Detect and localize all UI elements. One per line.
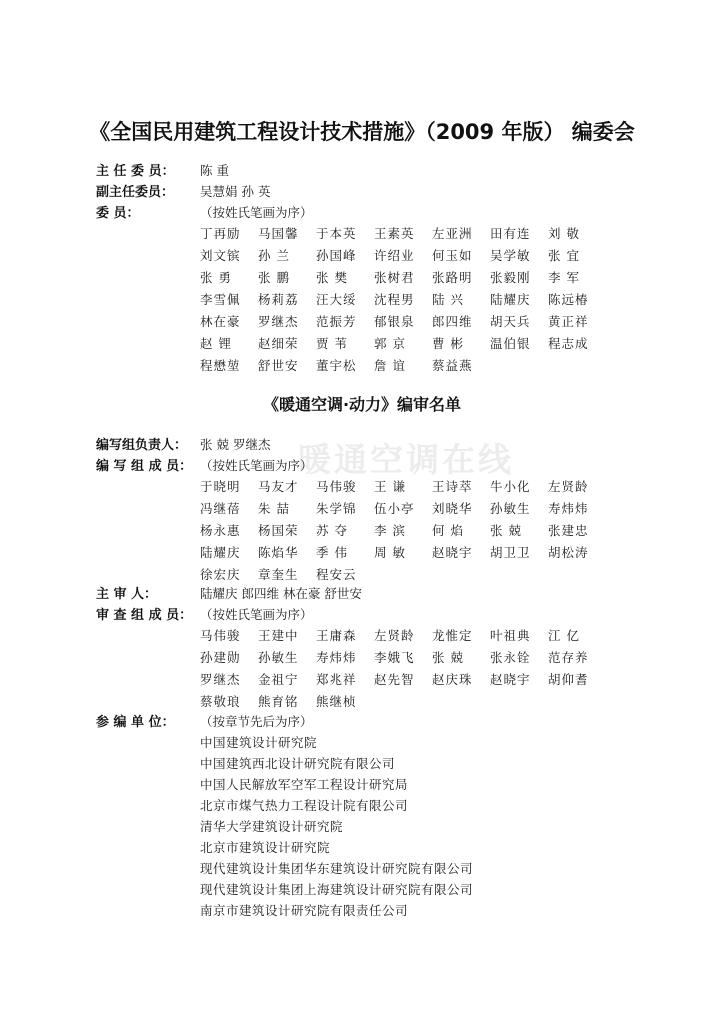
person-name: 温伯银 xyxy=(490,336,531,351)
review-group-label: 审 查 组 成 员： xyxy=(96,608,193,623)
watermark: 暖通空调在线 xyxy=(298,440,514,479)
person-name: 刘晓华 xyxy=(432,501,473,516)
director-row xyxy=(96,159,229,181)
deputy-row xyxy=(96,180,270,202)
person-name: 江 亿 xyxy=(548,628,580,643)
deputy-label: 副主任委员： xyxy=(96,185,175,200)
person-name: 汪大绥 xyxy=(316,292,357,307)
person-name: 周 敏 xyxy=(374,545,406,560)
person-name: 苏 夺 xyxy=(316,523,348,538)
person-name: 杨莉荔 xyxy=(258,292,299,307)
person-name: 胡仰耆 xyxy=(548,672,589,687)
person-name: 冯继蓓 xyxy=(200,501,241,516)
person-name: 伍小亭 xyxy=(374,501,415,516)
committee-name-row xyxy=(200,289,610,311)
person-name: 罗继杰 xyxy=(258,314,299,329)
person-name: 丁再励 xyxy=(200,226,241,241)
director-name: 陈 重 xyxy=(200,163,229,178)
person-name: 赵先智 xyxy=(374,672,415,687)
document-title: 《全国民用建筑工程设计技术措施》（2009 年版） 编委会 xyxy=(89,120,635,144)
person-name: 熊继桢 xyxy=(316,694,357,709)
person-name: 季 伟 xyxy=(316,545,348,560)
participating-unit: 中国建筑设计研究院 xyxy=(200,735,318,750)
person-name: 张 鹏 xyxy=(258,270,290,285)
person-name: 张 宜 xyxy=(548,248,580,263)
person-name: 陈远椿 xyxy=(548,292,589,307)
person-name: 寿炜炜 xyxy=(316,650,357,665)
person-name: 吴学敏 xyxy=(490,248,531,263)
person-name: 张建忠 xyxy=(548,523,589,538)
reviewer-row xyxy=(96,582,362,604)
person-name: 郑兆祥 xyxy=(316,672,357,687)
units-label: 参 编 单 位： xyxy=(96,715,175,730)
person-name: 孙敏生 xyxy=(490,501,531,516)
person-name: 陆耀庆 xyxy=(490,292,531,307)
chief-names: 张 兢 罗继杰 xyxy=(200,437,271,452)
person-name: 张毅刚 xyxy=(490,270,531,285)
deputy-names: 吴慧娟 孙 英 xyxy=(200,184,271,199)
person-name: 郁银泉 xyxy=(374,314,415,329)
person-name: 赵 锂 xyxy=(200,336,232,351)
person-name: 陈焰华 xyxy=(258,545,299,560)
person-name: 马国馨 xyxy=(258,226,299,241)
person-name: 朱 喆 xyxy=(258,501,290,516)
person-name: 董宇松 xyxy=(316,358,357,373)
person-name: 张 樊 xyxy=(316,270,348,285)
person-name: 张树君 xyxy=(374,270,415,285)
person-name: 左贤龄 xyxy=(374,628,415,643)
person-name: 熊育铭 xyxy=(258,694,299,709)
person-name: 赵细荣 xyxy=(258,336,299,351)
writers-note: （按姓氏笔画为序） xyxy=(200,458,313,473)
person-name: 张 勇 xyxy=(200,270,232,285)
units-note: （按章节先后为序） xyxy=(200,714,313,729)
person-name: 赵晓宇 xyxy=(432,545,473,560)
participating-unit: 南京市建筑设计研究院有限责任公司 xyxy=(200,903,409,918)
review-group-note: （按姓氏笔画为序） xyxy=(200,607,313,622)
person-name: 徐宏庆 xyxy=(200,567,241,582)
person-name: 刘文镔 xyxy=(200,248,241,263)
person-name: 林在豪 xyxy=(200,314,241,329)
person-name: 左亚洲 xyxy=(432,226,473,241)
person-name: 何 焰 xyxy=(432,523,464,538)
participating-unit: 现代建筑设计集团华东建筑设计研究院有限公司 xyxy=(200,861,474,876)
person-name: 王诗萃 xyxy=(432,479,473,494)
committee-name-row xyxy=(200,355,610,377)
units-row xyxy=(96,710,313,732)
person-name: 刘 敬 xyxy=(548,226,580,241)
person-name: 张 兢 xyxy=(490,523,522,538)
person-name: 张路明 xyxy=(432,270,473,285)
participating-unit: 中国人民解放军空军工程设计研究局 xyxy=(200,777,409,792)
person-name: 许绍业 xyxy=(374,248,415,263)
person-name: 胡卫卫 xyxy=(490,545,531,560)
person-name: 贾 苇 xyxy=(316,336,348,351)
person-name: 李 滨 xyxy=(374,523,406,538)
committee-name-row xyxy=(200,245,610,267)
reviewer-name-row xyxy=(200,625,610,647)
person-name: 程志成 xyxy=(548,336,589,351)
person-name: 曹 彬 xyxy=(432,336,464,351)
person-name: 孙 兰 xyxy=(258,248,290,263)
person-name: 叶祖典 xyxy=(490,628,531,643)
person-name: 张永铨 xyxy=(490,650,531,665)
person-name: 于晓明 xyxy=(200,479,241,494)
person-name: 王素英 xyxy=(374,226,415,241)
person-name: 陆 兴 xyxy=(432,292,464,307)
person-name: 寿炜炜 xyxy=(548,501,589,516)
members-label: 委 员： xyxy=(96,206,140,221)
person-name: 孙建勋 xyxy=(200,650,241,665)
person-name: 胡松涛 xyxy=(548,545,589,560)
person-name: 牛小化 xyxy=(490,479,531,494)
person-name: 孙敏生 xyxy=(258,650,299,665)
person-name: 范存养 xyxy=(548,650,589,665)
person-name: 蔡敬琅 xyxy=(200,694,241,709)
person-name: 詹 谊 xyxy=(374,358,406,373)
writers-label: 编 写 组 成 员： xyxy=(96,459,193,474)
reviewer-label: 主 审 人： xyxy=(96,587,158,602)
participating-unit: 北京市建筑设计研究院 xyxy=(200,840,331,855)
participating-unit: 北京市煤气热力工程设计院有限公司 xyxy=(200,798,409,813)
person-name: 舒世安 xyxy=(258,358,299,373)
chief-label: 编写组负责人： xyxy=(96,438,188,453)
person-name: 马伟骏 xyxy=(316,479,357,494)
participating-unit: 清华大学建筑设计研究院 xyxy=(200,819,344,834)
person-name: 章奎生 xyxy=(258,567,299,582)
person-name: 王庸森 xyxy=(316,628,357,643)
person-name: 龙惟定 xyxy=(432,628,473,643)
chief-row xyxy=(96,433,270,455)
writer-name-row xyxy=(200,520,610,542)
person-name: 赵晓宇 xyxy=(490,672,531,687)
person-name: 黄正祥 xyxy=(548,314,589,329)
writer-name-row xyxy=(200,498,610,520)
committee-name-row xyxy=(200,311,610,333)
person-name: 何玉如 xyxy=(432,248,473,263)
person-name: 罗继杰 xyxy=(200,672,241,687)
person-name: 田有连 xyxy=(490,226,531,241)
person-name: 郎四维 xyxy=(432,314,473,329)
person-name: 于本英 xyxy=(316,226,357,241)
members-note: （按姓氏笔画为序） xyxy=(200,205,313,220)
participating-unit: 现代建筑设计集团上海建筑设计研究院有限公司 xyxy=(200,882,474,897)
person-name: 杨国荣 xyxy=(258,523,299,538)
committee-name-row xyxy=(200,267,610,289)
person-name: 李雪佩 xyxy=(200,292,241,307)
person-name: 马友才 xyxy=(258,479,299,494)
person-name: 孙国峰 xyxy=(316,248,357,263)
writers-row xyxy=(96,454,313,476)
person-name: 金祖宁 xyxy=(258,672,299,687)
person-name: 张 兢 xyxy=(432,650,464,665)
reviewer-name-row xyxy=(200,647,610,669)
person-name: 马伟骏 xyxy=(200,628,241,643)
person-name: 王建中 xyxy=(258,628,299,643)
participating-unit: 中国建筑西北设计研究院有限公司 xyxy=(200,756,396,771)
reviewer-name-row xyxy=(200,669,610,691)
person-name: 赵庆珠 xyxy=(432,672,473,687)
person-name: 李娥飞 xyxy=(374,650,415,665)
person-name: 范振芳 xyxy=(316,314,357,329)
members-row xyxy=(96,201,313,223)
writer-name-row xyxy=(200,542,610,564)
person-name: 李 军 xyxy=(548,270,580,285)
committee-name-row xyxy=(200,333,610,355)
person-name: 王 谦 xyxy=(374,479,406,494)
person-name: 程懋堃 xyxy=(200,358,241,373)
section-subtitle: 《暖通空调·动力》编审名单 xyxy=(262,395,462,414)
director-label: 主 任 委 员： xyxy=(96,164,175,179)
writer-name-row xyxy=(200,476,610,498)
person-name: 左贤龄 xyxy=(548,479,589,494)
person-name: 沈程男 xyxy=(374,292,415,307)
person-name: 蔡益燕 xyxy=(432,358,473,373)
person-name: 郭 京 xyxy=(374,336,406,351)
committee-name-row xyxy=(200,223,610,245)
person-name: 杨永惠 xyxy=(200,523,241,538)
person-name: 程安云 xyxy=(316,567,357,582)
person-name: 朱学锦 xyxy=(316,501,357,516)
person-name: 陆耀庆 xyxy=(200,545,241,560)
person-name: 胡天兵 xyxy=(490,314,531,329)
reviewer-names: 陆耀庆 郎四维 林在豪 舒世安 xyxy=(200,586,362,601)
review-group-row xyxy=(96,603,313,625)
